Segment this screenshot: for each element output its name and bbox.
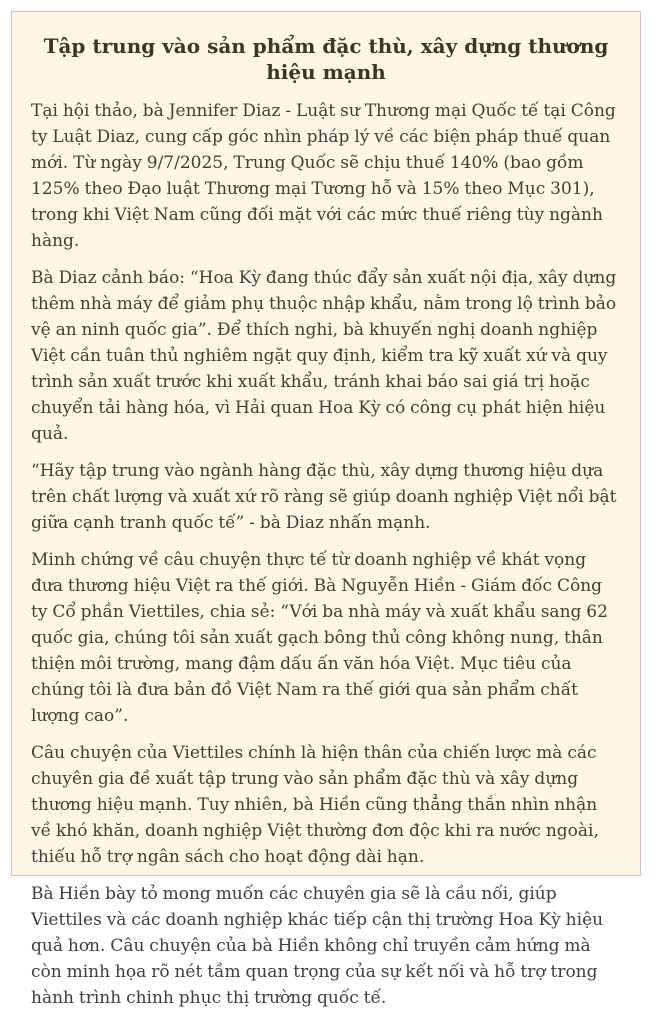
article-title: Tập trung vào sản phẩm đặc thù, xây dựng thương hiệu mạnh (43, 34, 609, 84)
article-container (11, 11, 641, 1008)
article-paragraph: Bà Hiền bày tỏ mong muốn các chuyên gia sẽ là cầu nối, giúp Viettiles và các doanh nghiệp khác tiếp cận thị trường Hoa Kỳ hiệu quả hơn. Câu chuyện của bà Hiền không chỉ truyền cảm hứng mà còn minh họa rõ nét tầm quan trọng của sự kết nối và hỗ trợ trong hành trình chinh phục thị trường quốc tế. (31, 884, 604, 1008)
article-paragraph: Tại hội thảo, bà Jennifer Diaz - Luật sư Thương mại Quốc tế tại Công ty Luật Diaz, cung cấp góc nhìn pháp lý về các biện pháp thuế quan mới. Từ ngày 9/7/2025, Trung Quốc sẽ chịu thuế 140% (bao gồm 125% theo Đạo luật Thương mại Tương hỗ và 15% theo Mục 301), trong khi Việt Nam cũng đối mặt với các mức thuế riêng tùy ngành hàng. (31, 101, 616, 251)
article-paragraph: Câu chuyện của Viettiles chính là hiện thân của chiến lược mà các chuyên gia đề xuất tập trung vào sản phẩm đặc thù và xây dựng thương hiệu mạnh. Tuy nhiên, bà Hiền cũng thẳng thắn nhìn nhận về khó khăn, doanh nghiệp Việt thường đơn độc khi ra nước ngoài, thiếu hỗ trợ ngân sách cho hoạt động dài hạn. (31, 743, 599, 867)
article-paragraph: “Hãy tập trung vào ngành hàng đặc thù, xây dựng thương hiệu dựa trên chất lượng và xuất xứ rõ ràng sẽ giúp doanh nghiệp Việt nổi bật giữa cạnh tranh quốc tế” - bà Diaz nhấn mạnh. (31, 461, 617, 533)
article-body (31, 98, 621, 1011)
article-paragraph: Minh chứng về câu chuyện thực tế từ doanh nghiệp về khát vọng đưa thương hiệu Việt ra thế giới. Bà Nguyễn Hiền - Giám đốc Công ty Cổ phần Viettiles, chia sẻ: “Với ba nhà máy và xuất khẩu sang 62 quốc gia, chúng tôi sản xuất gạch bông thủ công không nung, thân thiện môi trường, mang đậm dấu ấn văn hóa Việt. Mục tiêu của chúng tôi là đưa bản đồ Việt Nam ra thế giới qua sản phẩm chất lượng cao”. (31, 550, 608, 726)
article-paragraph: Bà Diaz cảnh báo: “Hoa Kỳ đang thúc đẩy sản xuất nội địa, xây dựng thêm nhà máy để giảm phụ thuộc nhập khẩu, nằm trong lộ trình bảo vệ an ninh quốc gia”. Để thích nghi, bà khuyến nghị doanh nghiệp Việt cần tuân thủ nghiêm ngặt quy định, kiểm tra kỹ xuất xứ và quy trình sản xuất trước khi xuất khẩu, tránh khai báo sai giá trị hoặc chuyển tải hàng hóa, vì Hải quan Hoa Kỳ có công cụ phát hiện hiệu quả. (31, 268, 617, 444)
